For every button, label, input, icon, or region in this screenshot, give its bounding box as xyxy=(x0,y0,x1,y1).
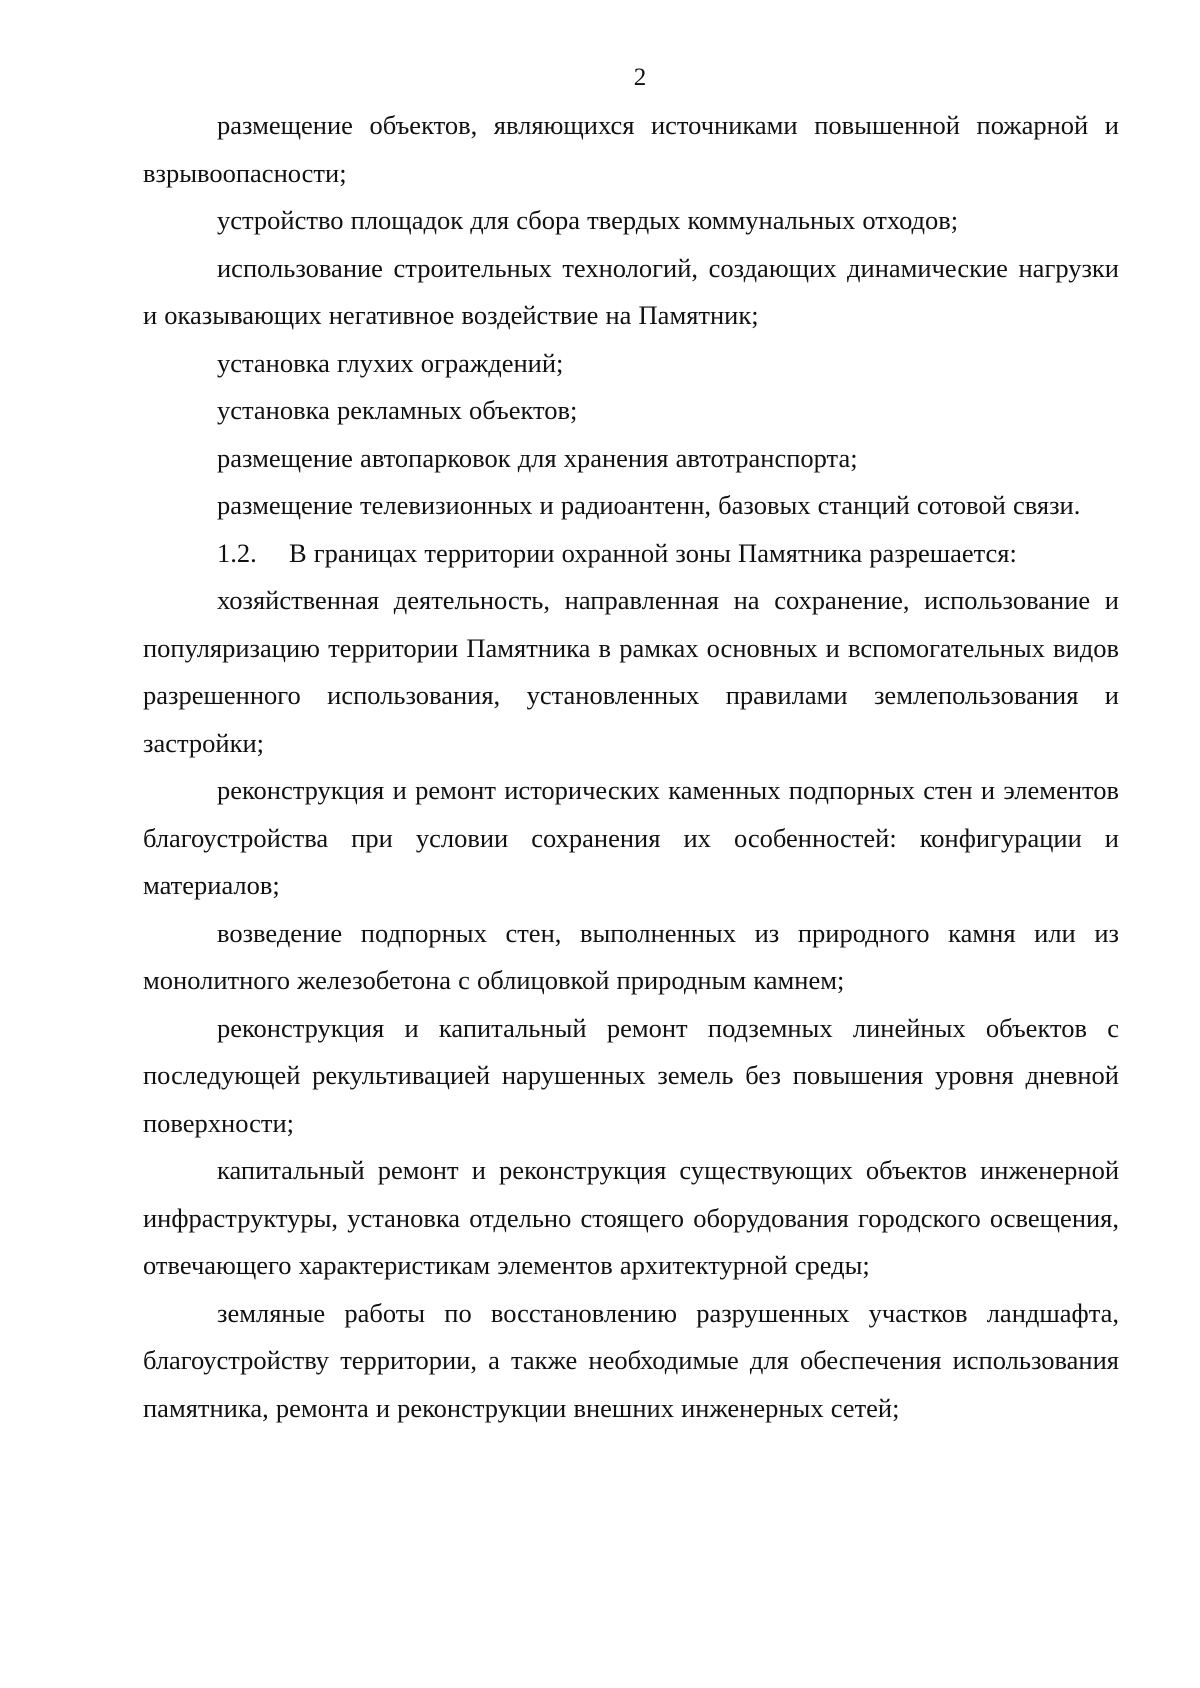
section-heading xyxy=(143,530,1119,578)
allowed-item: реконструкция и капитальный ремонт подземных линейных объектов с последующей рекультивацией нарушенных земель без повышения уровня дневной поверхности; xyxy=(143,1012,1119,1138)
section-heading-text: В границах территории охранной зоны Памятника разрешается: xyxy=(289,537,1017,568)
paragraph: установка глухих ограждений; xyxy=(217,347,564,378)
page-number: 2 xyxy=(633,64,647,91)
allowed-item: реконструкция и ремонт исторических каменных подпорных стен и элементов благоустройства при условии сохранения их особенностей: конфигурации и материалов; xyxy=(143,775,1119,900)
paragraph: размещение телевизионных и радиоантенн, базовых станций сотовой связи. xyxy=(217,490,1081,520)
paragraph: устройство площадок для сбора твердых коммунальных отходов; xyxy=(217,205,959,235)
section-number: 1.2. xyxy=(217,537,257,568)
paragraph: размещение автопарковок для хранения автотранспорта; xyxy=(217,442,858,473)
allowed-item: земляные работы по восстановлению разрушенных участков ландшафта, благоустройству территории, а также необходимые для обеспечения использования памятника, ремонта и реконструкции внешних инженерных сетей; xyxy=(143,1297,1119,1423)
paragraph: размещение объектов, являющихся источниками повышенной пожарной и взрывоопасности; xyxy=(143,110,1119,188)
allowed-item: капитальный ремонт и реконструкция существующих объектов инженерной инфраструктуры, установка отдельно стоящего оборудования городского освещения, отвечающего характеристикам элементов архитектурной среды; xyxy=(143,1155,1119,1280)
allowed-item: хозяйственная деятельность, направленная на сохранение, использование и популяризацию территории Памятника в рамках основных и вспомогательных видов разрешенного использования, установленных правилами землепользования и застройки; xyxy=(143,585,1119,758)
paragraph: использование строительных технологий, создающих динамические нагрузки и оказывающих негативное воздействие на Памятник; xyxy=(143,252,1119,330)
document-body xyxy=(143,102,1119,1432)
allowed-item: возведение подпорных стен, выполненных из природного камня или из монолитного железобетона с облицовкой природным камнем; xyxy=(143,917,1119,995)
paragraph: установка рекламных объектов; xyxy=(217,395,578,425)
